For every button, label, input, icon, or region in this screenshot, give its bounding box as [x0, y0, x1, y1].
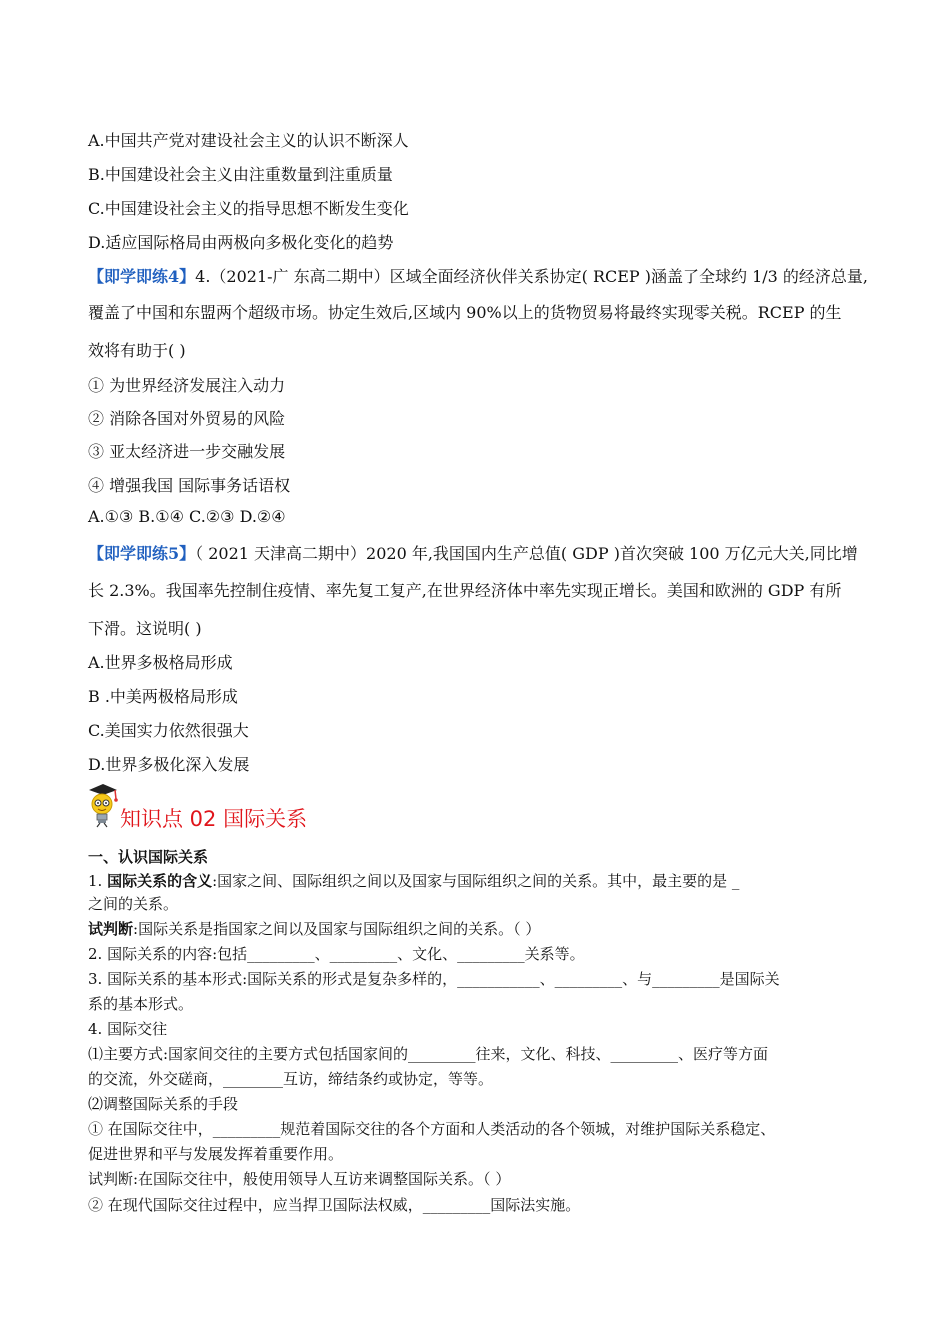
q5-tag: 【即学即练5】 — [88, 544, 196, 563]
q4-item-1: ① 为世界经济发展注入动力 — [88, 376, 286, 395]
paragraph-4-2-b: ② 在现代国际交往过程中，应当捍卫国际法权威，_________国际法实施。 — [88, 1196, 581, 1214]
q5-option-b: B .中美两极格局形成 — [88, 687, 238, 706]
q3-option-a: A.中国共产党对建设社会主义的认识不断深人 — [88, 131, 409, 150]
paragraph-1-term: 国际关系的含义 — [107, 872, 213, 890]
q5-stem-line-2: 长 2.3%。我国率先控制住疫情、率先复工复产,在世界经济体中率先实现正增长。美国和欧洲的 GDP 有所 — [88, 581, 842, 600]
q4-item-2: ② 消除各国对外贸易的风险 — [88, 409, 286, 428]
paragraph-4-2: ⑵调整国际关系的手段 — [88, 1095, 239, 1113]
paragraph-2: 2. 国际关系的内容:包括_________、_________、文化、_________关系等。 — [88, 945, 585, 963]
q5-stem-line-3: 下滑。这说明( ) — [88, 619, 202, 638]
q5-option-a: A.世界多极格局形成 — [88, 653, 233, 672]
paragraph-3: 3. 国际关系的基本形式:国际关系的形式是复杂多样的，___________、_________、与_________是国际关 — [88, 970, 780, 988]
q4-stem-line-3: 效将有助于( ) — [88, 341, 186, 360]
section-heading: 知识点 02 国际关系 — [120, 807, 308, 831]
lightbulb-scholar-icon — [86, 782, 120, 828]
q4-tag: 【即学即练4】 — [88, 267, 196, 286]
paragraph-4-2-a-continued: 促进世界和平与发展发挥着重要作用。 — [88, 1145, 344, 1163]
q4-item-4: ④ 增强我国 国际事务话语权 — [88, 476, 291, 495]
q4-stem-text: 4.（2021-广 东高二期中）区域全面经济伙伴关系协定( RCEP )涵盖了全球约 1/3 的经济总量, — [195, 267, 869, 286]
q3-option-c: C.中国建设社会主义的指导思想不断发生变化 — [88, 199, 409, 218]
judge-1-label: 试判断 — [88, 920, 134, 938]
q4-stem-line-1 — [88, 264, 870, 287]
paragraph-4-1: ⑴主要方式:国家间交往的主要方式包括国家间的_________往来，文化、科技、_________、医疗等方面 — [88, 1045, 769, 1063]
judge-2: 试判断:在国际交往中，般使用领导人互访来调整国际关系。（ ） — [88, 1170, 511, 1188]
q5-stem-line-1 — [88, 541, 870, 564]
section-title: 一、认识国际关系 — [88, 848, 209, 866]
paragraph-1-continued: 之间的关系。 — [88, 895, 179, 913]
paragraph-4-2-a: ① 在国际交往中，_________规范着国际交往的各个方面和人类活动的各个领城，对维护国际关系稳定、 — [88, 1120, 776, 1138]
q3-option-b: B.中国建设社会主义由注重数量到注重质量 — [88, 165, 393, 184]
q4-item-3: ③ 亚太经济进一步交融发展 — [88, 442, 286, 461]
q5-stem-text: （ 2021 天津高二期中）2020 年,我国国内生产总值( GDP )首次突破 100 万亿元大关,同比增 — [195, 544, 858, 563]
paragraph-1-number: 1. — [88, 872, 108, 890]
paragraph-3-continued: 系的基本形式。 — [88, 995, 194, 1013]
paragraph-4: 4. 国际交往 — [88, 1020, 168, 1038]
q5-option-c: C.美国实力依然很强大 — [88, 721, 249, 740]
judge-1-text: :国际关系是指国家之间以及国家与国际组织之间的关系。（ ） — [133, 920, 541, 938]
q4-options: A.①③ B.①④ C.②③ D.②④ — [88, 507, 286, 526]
q4-stem-line-2: 覆盖了中国和东盟两个超级市场。协定生效后,区域内 90%以上的货物贸易将最终实现零关税。RCEP 的生 — [88, 303, 842, 322]
q3-option-d: D.适应国际格局由两极向多极化变化的趋势 — [88, 233, 394, 252]
judge-1 — [88, 918, 870, 939]
paragraph-4-1-continued: 的交流，外交磋商，________互访，缔结条约或协定，等等。 — [88, 1070, 494, 1088]
paragraph-1-text: :国家之间、国际组织之间以及国家与国际组织之间的关系。其中，最主要的是 _ — [212, 872, 740, 890]
paragraph-1 — [88, 870, 870, 891]
q5-option-d: D.世界多极化深入发展 — [88, 755, 250, 774]
